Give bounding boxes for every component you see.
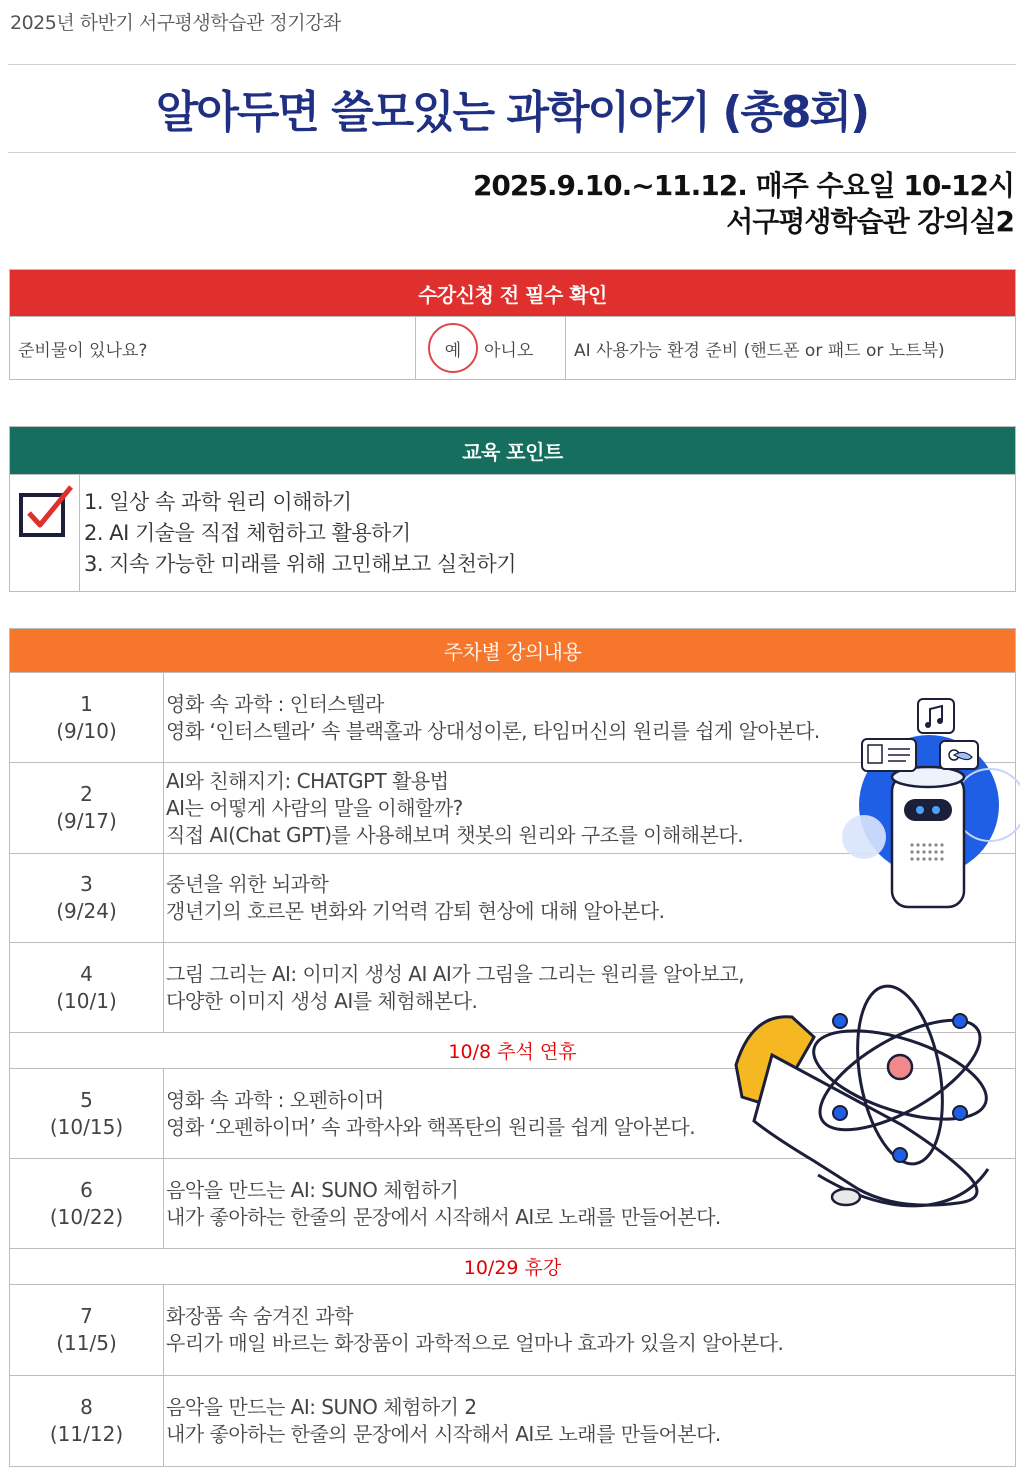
week-number: 2 (9/17) xyxy=(10,763,164,853)
week-description: AI와 친해지기: CHATGPT 활용법 AI는 어떻게 사람의 말을 이해할까? 직접 AI(Chat GPT)를 사용해보며 챗봇의 원리와 구조를 이해해본다. xyxy=(166,768,744,847)
no-option: 아니오 xyxy=(484,340,534,361)
ai-speaker-icon xyxy=(840,695,1020,915)
page-title: 알아두면 쓸모있는 과학이야기 (총8회) xyxy=(155,87,869,138)
week-number: 1 (9/10) xyxy=(10,673,164,762)
week-description: 중년을 위한 뇌과학 갱년기의 호르몬 변화와 기억력 감퇴 현상에 대해 알아본다. xyxy=(166,872,665,923)
table-row xyxy=(10,1375,1015,1467)
checklist-answer xyxy=(416,317,566,379)
schedule-text: 2025.9.10.~11.12. 매주 수요일 10-12시 xyxy=(472,169,1014,202)
checklist-note: AI 사용가능 환경 준비 (핸드폰 or 패드 or 노트북) xyxy=(574,340,945,361)
schedule-block xyxy=(473,168,1014,240)
checklist-section xyxy=(9,269,1016,380)
weekly-heading: 주차별 강의내용 xyxy=(10,629,1015,672)
week-number: 5 (10/15) xyxy=(10,1069,164,1158)
atom-hand-icon xyxy=(728,975,1018,1230)
checklist-heading: 수강신청 전 필수 확인 xyxy=(10,270,1015,316)
week-description: 음악을 만드는 AI: SUNO 체험하기 내가 좋아하는 한줄의 문장에서 시작해서 AI로 노래를 만들어본다. xyxy=(166,1177,721,1229)
point-item: 1. 일상 속 과학 원리 이해하기 xyxy=(84,490,352,514)
week-number: 4 (10/1) xyxy=(10,943,164,1032)
divider xyxy=(8,64,1016,65)
week-description: 그림 그리는 AI: 이미지 생성 AI AI가 그림을 그리는 원리를 알아보고, 다양한 이미지 생성 AI를 체험해본다. xyxy=(166,961,745,1013)
points-list xyxy=(80,475,516,591)
holiday-row: 10/8 추석 연휴 xyxy=(10,1032,1015,1068)
points-heading: 교육 포인트 xyxy=(10,427,1015,474)
week-number: 3 (9/24) xyxy=(10,854,164,942)
week-description: 화장품 속 숨겨진 과학 우리가 매일 바르는 화장품이 과학적으로 얼마나 효과가 있을지 알아본다. xyxy=(166,1304,784,1355)
checklist-question: 준비물이 있나요? xyxy=(10,317,416,379)
week-description: 영화 속 과학 : 오펜하이머 영화 ‘오펜하이머’ 속 과학사와 핵폭탄의 원리를 쉽게 알아본다. xyxy=(166,1087,696,1139)
checklist-row xyxy=(10,316,1015,379)
checkbox-icon xyxy=(16,485,74,541)
week-number: 6 (10/22) xyxy=(10,1159,164,1248)
yes-option: 예 xyxy=(428,323,478,373)
point-item: 3. 지속 가능한 미래를 위해 고민해보고 실천하기 xyxy=(84,552,517,576)
points-section xyxy=(9,426,1016,592)
week-number: 8 (11/12) xyxy=(10,1376,164,1466)
table-row xyxy=(10,1284,1015,1375)
point-item: 2. AI 기술을 직접 체험하고 활용하기 xyxy=(84,521,411,545)
week-description: 영화 속 과학 : 인터스텔라 영화 ‘인터스텔라’ 속 블랙홀과 상대성이론, 타임머신의 원리를 쉽게 알아본다. xyxy=(166,691,820,743)
top-label: 2025년 하반기 서구평생학습관 정기강좌 xyxy=(10,12,341,34)
venue-text: 서구평생학습관 강의실2 xyxy=(726,205,1014,238)
week-description: 음악을 만드는 AI: SUNO 체험하기 2 내가 좋아하는 한줄의 문장에서 시작해서 AI로 노래를 만들어본다. xyxy=(166,1395,721,1446)
points-body xyxy=(10,474,1015,591)
divider xyxy=(8,152,1016,153)
week-number: 7 (11/5) xyxy=(10,1285,164,1375)
points-icon-cell xyxy=(10,475,80,591)
holiday-row: 10/29 휴강 xyxy=(10,1248,1015,1284)
